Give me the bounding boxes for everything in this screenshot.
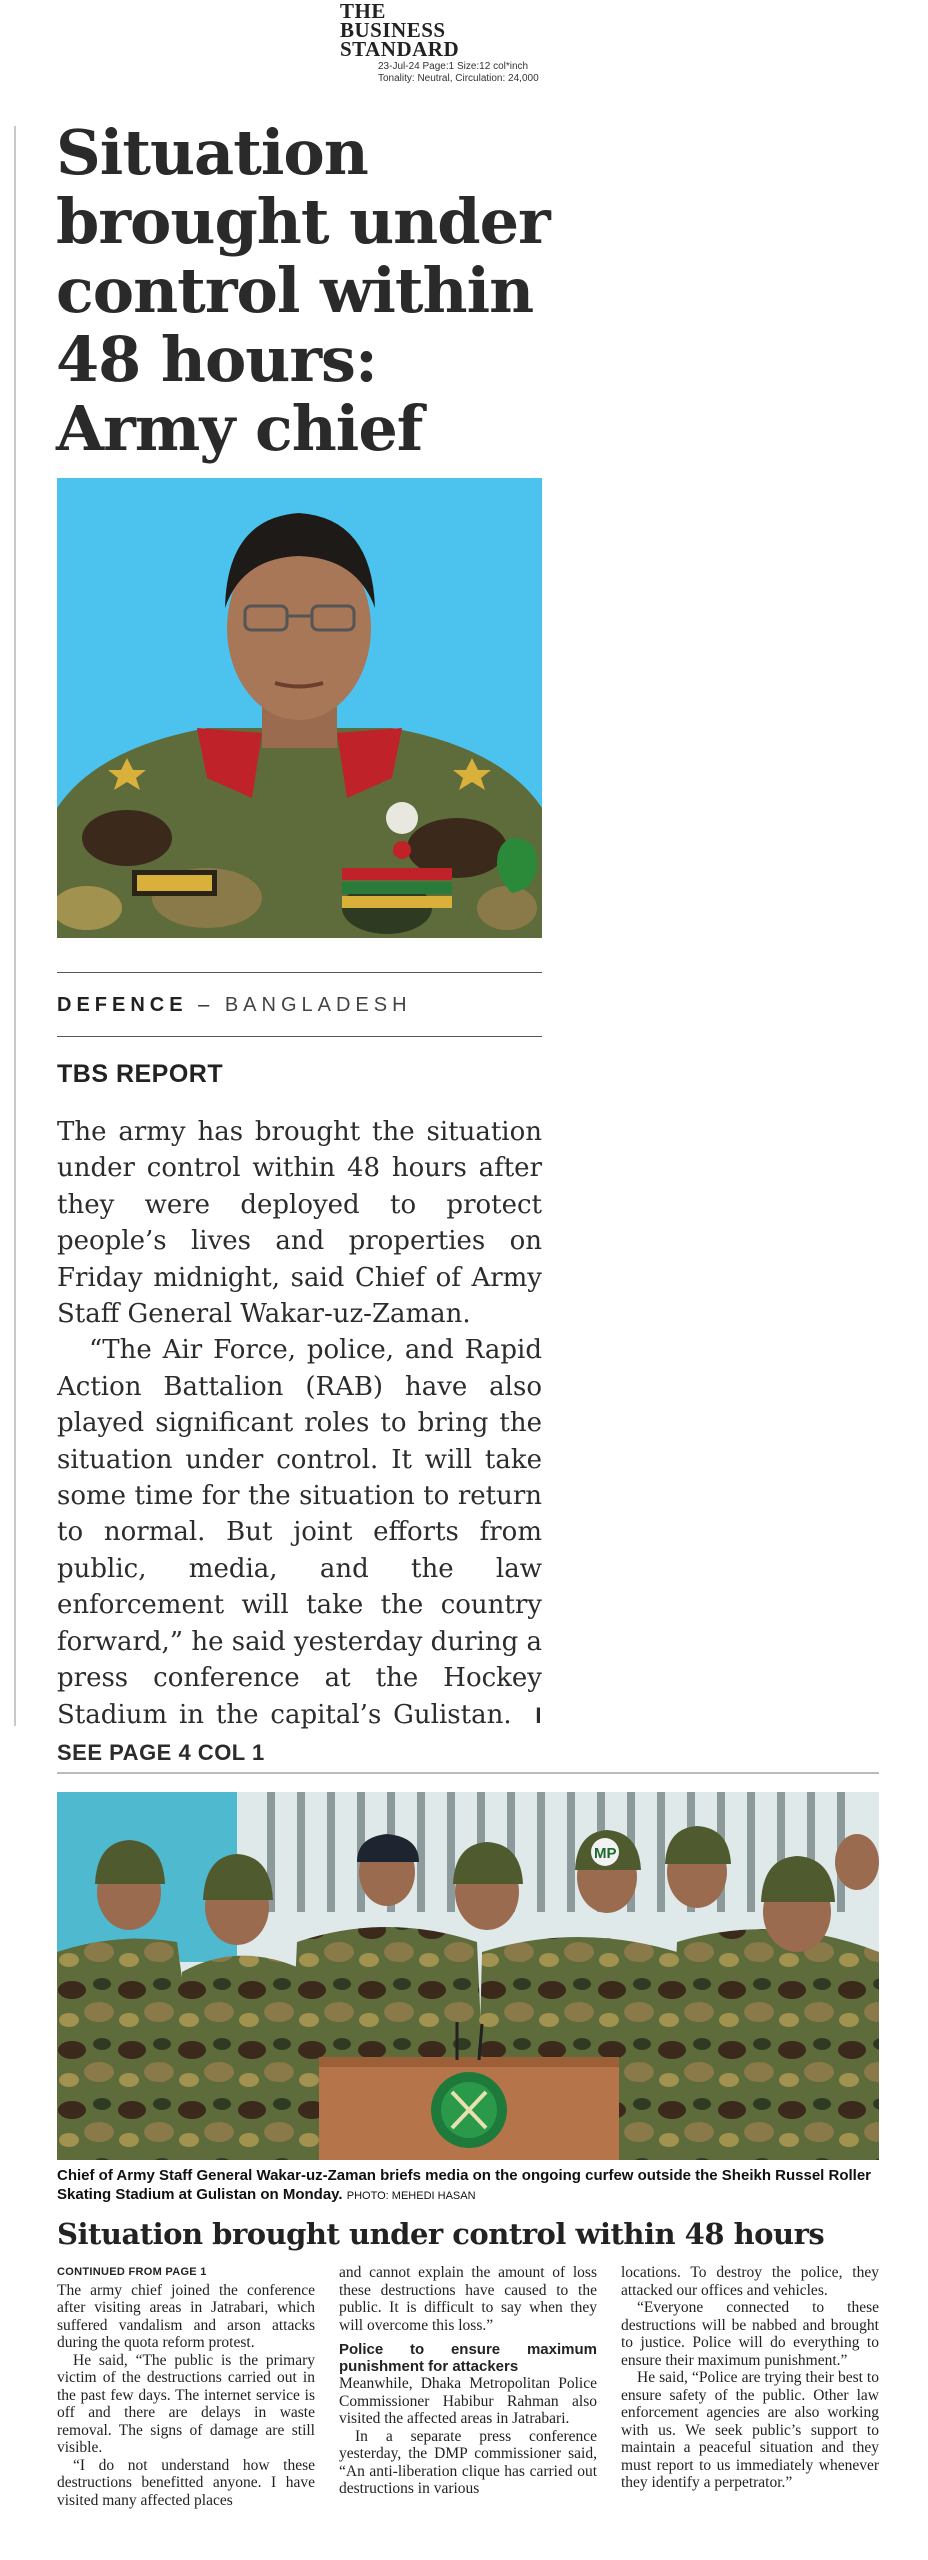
section-rule-top — [57, 972, 542, 973]
army-chief-portrait — [57, 478, 542, 938]
left-column-rule — [14, 126, 16, 1726]
col2-paragraph-3: In a separate press conference yesterday, the DMP commissioner said, “An anti-liberation clique has carried out destructions in various — [339, 2427, 597, 2497]
article-body — [57, 1114, 542, 1771]
logo-line-3: STANDARD — [340, 37, 460, 61]
article-headline: Situation brought under control within 48 hours: Army chief — [56, 116, 550, 465]
logo-line-1: THE — [340, 0, 386, 23]
lower-story-rule — [57, 1772, 879, 1774]
jump-reference: I SEE PAGE 4 COL 1 — [57, 1702, 542, 1765]
body-paragraph-1: The army has brought the situation under control within 48 hours after they were deployed to protect people’s lives and properties on Friday midnight, said Chief of Army Staff General Wakar-uz-Zaman. — [57, 1117, 542, 1330]
meta-line-2: Tonality: Neutral, Circulation: 24,000 — [378, 73, 539, 84]
section-rule-bottom — [57, 1036, 542, 1037]
col1-paragraph-1: The army chief joined the conference after visiting areas in Jatrabari, which suffered vandalism and arson attacks during the quota reform protest. — [57, 2281, 315, 2351]
continued-kicker: CONTINUED FROM PAGE 1 — [57, 2266, 207, 2278]
logo-line-2: BUSINESS — [340, 18, 446, 42]
col1-paragraph-2: He said, “The public is the primary victim of the destructions carried out in the past few days. The internet service is off and there are delays in waste removal. The signs of damage are still visible. — [57, 2351, 315, 2456]
subsection-name: BANGLADESH — [224, 994, 412, 1016]
newspaper-logo — [340, 2, 600, 59]
masthead — [340, 2, 600, 85]
col1-paragraph-3: “I do not understand how these destructions benefitted anyone. I have visited many affected places — [57, 2456, 315, 2509]
byline: TBS REPORT — [57, 1060, 224, 1088]
continuation-column-1 — [57, 2264, 315, 2509]
col3-paragraph-3: He said, “Police are trying their best to ensure safety of the public. Other law enforcement agencies are also working with us. We seek public’s support to maintain a peaceful situation and they must report to us immediately whenever they identify a perpetrator.” — [621, 2369, 879, 2491]
continuation-headline: Situation brought under control within 48 hours — [57, 2217, 825, 2251]
continuation-column-2 — [339, 2264, 597, 2498]
caption-text: Chief of Army Staff General Wakar-uz-Zaman briefs media on the ongoing curfew outside the Sheikh Russel Roller Skating Stadium at Gulistan on Monday. — [57, 2167, 872, 2203]
section-separator: – — [187, 994, 225, 1016]
col2-paragraph-2: Meanwhile, Dhaka Metropolitan Police Commissioner Habibur Rahman also visited the affected areas in Jatrabari. — [339, 2375, 597, 2427]
press-briefing-photo — [57, 1792, 879, 2160]
section-label — [57, 994, 412, 1017]
body-paragraph-2 — [57, 1332, 542, 1771]
section-name: DEFENCE — [57, 994, 188, 1016]
col2-paragraph-1: and cannot explain the amount of loss these destructions have caused to the public. It is difficult to say when they will overcome this loss.” — [339, 2264, 597, 2334]
meta-line-1: 23-Jul-24 Page:1 Size:12 col*inch — [378, 61, 529, 72]
clipping-meta — [340, 61, 600, 85]
photo-credit: PHOTO: MEHEDI HASAN — [346, 2190, 476, 2202]
continuation-column-3 — [621, 2264, 879, 2492]
photo-caption — [57, 2166, 887, 2206]
mp-badge: MP — [594, 1845, 617, 1862]
col3-paragraph-1: locations. To destroy the police, they attacked our offices and vehicles. — [621, 2264, 879, 2299]
body-paragraph-2-text: “The Air Force, police, and Rapid Action Battalion (RAB) have also played significant roles to bring the situation under control. It will take some time for the situation to return to normal. But joint efforts from public, media, and the law enforcement will take the country forward,” he said yesterday during a press conference at the Hockey Stadium in the capital’s Gulistan. — [57, 1335, 542, 1730]
col3-paragraph-2: “Everyone connected to these destructions will be nabbed and brought to justice. Police will do everything to ensure their maximum punishment.” — [621, 2299, 879, 2369]
col2-subhead: Police to ensure maximum punishment for attackers — [339, 2341, 597, 2375]
